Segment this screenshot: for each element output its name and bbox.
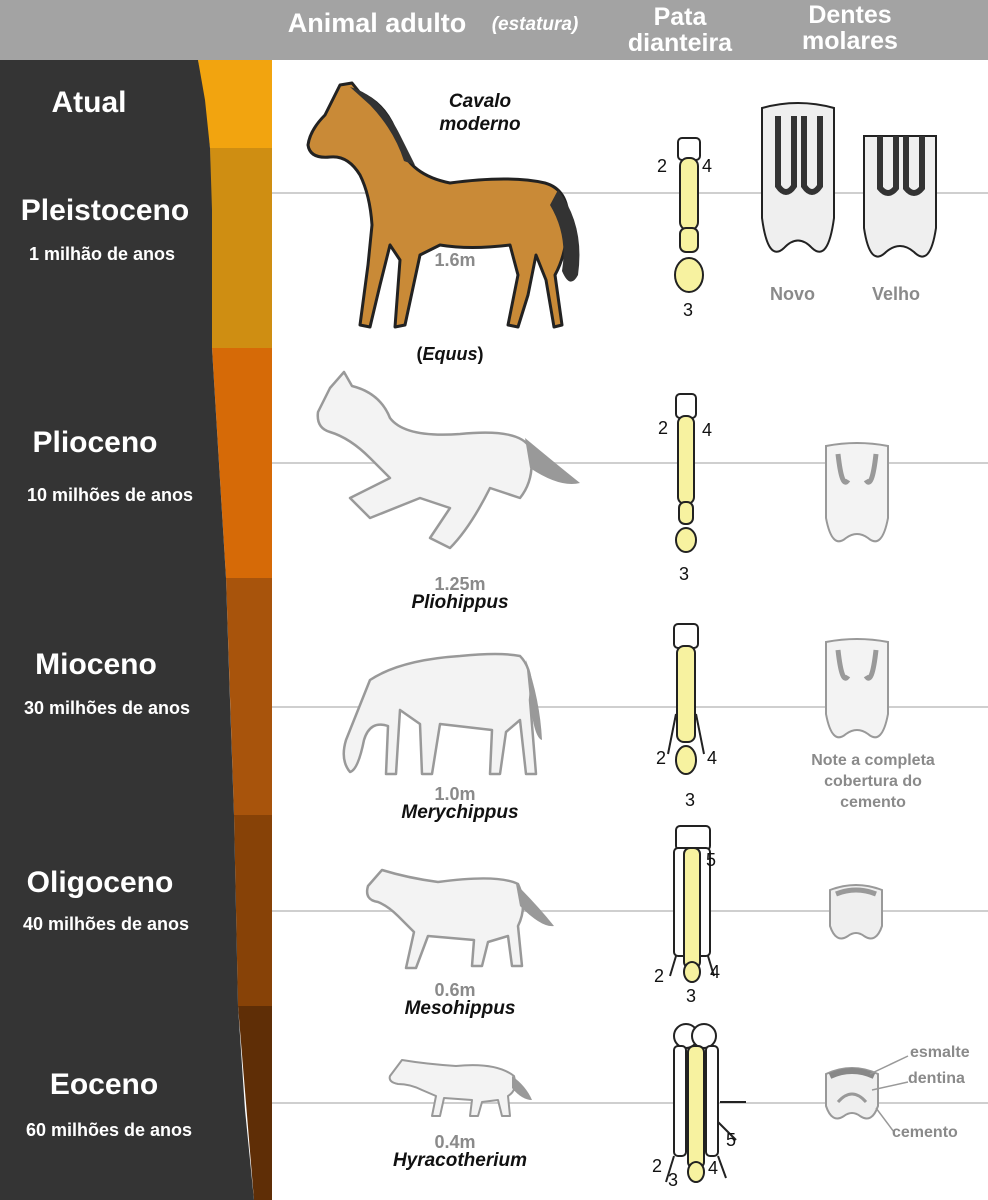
band-pleistoceno	[210, 148, 272, 348]
merychippus-genus: Merychippus	[401, 802, 519, 823]
era-eoceno-age: 60 milhões de anos	[25, 1120, 193, 1140]
hyracotherium-toe-2: 2	[652, 1156, 663, 1176]
enamel-label: esmalte	[910, 1044, 970, 1061]
mesohippus-height: 0.6m	[434, 980, 476, 1000]
era-atual-name: Atual	[51, 86, 127, 119]
dentine-label: dentina	[908, 1070, 965, 1087]
era-oligoceno-age: 40 milhões de anos	[22, 914, 190, 934]
merychippus-height: 1.0m	[434, 784, 476, 804]
equus-height: 1.6m	[434, 250, 476, 270]
adult-animal-header: Animal adulto	[287, 8, 467, 38]
tooth-old-label: Velho	[872, 284, 921, 304]
hyracotherium-genus: Hyracotherium	[392, 1150, 528, 1171]
merychippus-toe-4: 4	[707, 748, 718, 768]
cement-note-line1: Note a completa	[811, 752, 935, 769]
molars-header-line2: molares	[802, 27, 898, 55]
pliohippus-toe-3: 3	[679, 564, 690, 584]
height-note-header: (estatura)	[491, 14, 579, 35]
era-pleistoceno-age: 1 milhão de anos	[28, 244, 176, 264]
hyracotherium-foot-illustration	[656, 1022, 746, 1192]
cement-note	[790, 750, 956, 813]
cement-note-line2: cobertura do	[824, 773, 922, 790]
cement-note-line3: cemento	[840, 794, 906, 811]
pliohippus-horse-illustration	[310, 368, 590, 568]
era-oligoceno-name: Oligoceno	[26, 866, 174, 899]
front-foot-header-line1: Pata	[653, 3, 707, 31]
hyracotherium-illustration	[386, 1050, 536, 1120]
band-atual	[198, 60, 272, 148]
merychippus-tooth-illustration	[822, 636, 892, 746]
equus-paren-open: (	[416, 344, 423, 364]
equus-toe-2: 2	[657, 156, 668, 176]
molars-header-line1: Dentes	[808, 1, 892, 29]
mesohippus-horse-illustration	[358, 856, 558, 976]
equus-genus: Equus	[422, 344, 478, 364]
pliohippus-height: 1.25m	[434, 574, 486, 594]
era-mioceno-name: Mioceno	[35, 648, 157, 681]
molars-header	[780, 2, 920, 54]
pliohippus-toe-2: 2	[658, 418, 669, 438]
hyracotherium-toe-5: 5	[726, 1130, 737, 1150]
tooth-new-illustration	[756, 98, 840, 268]
hyracotherium-toe-3: 3	[668, 1170, 679, 1190]
hyracotherium-toe-4: 4	[708, 1158, 719, 1178]
equus-common-name-line1: Cavalo	[448, 91, 512, 112]
era-mioceno-age: 30 milhões de anos	[23, 698, 191, 718]
mesohippus-toe-2: 2	[654, 966, 665, 986]
equus-common-name-line2: moderno	[439, 114, 521, 135]
equus-toe-4: 4	[702, 156, 713, 176]
equus-genus-label	[380, 344, 520, 365]
pliohippus-toe-4: 4	[702, 420, 713, 440]
mesohippus-toe-3: 3	[686, 986, 697, 1006]
merychippus-toe-3: 3	[685, 790, 696, 810]
era-pleistoceno-name: Pleistoceno	[20, 194, 190, 227]
mesohippus-genus: Mesohippus	[404, 998, 516, 1019]
pliohippus-tooth-illustration	[822, 440, 892, 550]
era-plioceno-age: 10 milhões de anos	[26, 485, 194, 505]
era-eoceno-name: Eoceno	[49, 1068, 159, 1101]
tooth-new-label: Novo	[770, 284, 815, 304]
front-foot-header-line2: dianteira	[627, 29, 733, 57]
pliohippus-foot-illustration	[666, 394, 706, 554]
pliohippus-genus: Pliohippus	[411, 592, 509, 613]
mesohippus-toe-5: 5	[706, 850, 717, 870]
era-plioceno-name: Plioceno	[32, 426, 158, 459]
merychippus-foot-illustration	[662, 624, 712, 784]
hyracotherium-height: 0.4m	[434, 1132, 476, 1152]
equus-common-name	[420, 90, 540, 136]
band-mioceno	[226, 578, 272, 815]
merychippus-horse-illustration	[340, 640, 550, 780]
mesohippus-toe-4: 4	[710, 962, 721, 982]
tooth-old-illustration	[858, 128, 942, 268]
merychippus-toe-2: 2	[656, 748, 667, 768]
cementum-label: cemento	[892, 1124, 958, 1141]
equus-paren-close: )	[477, 344, 484, 364]
equus-toe-3: 3	[683, 300, 694, 320]
mesohippus-tooth-illustration	[826, 880, 886, 944]
band-oligoceno	[234, 815, 272, 1006]
front-foot-header	[610, 4, 750, 56]
era-panel	[0, 60, 272, 1200]
